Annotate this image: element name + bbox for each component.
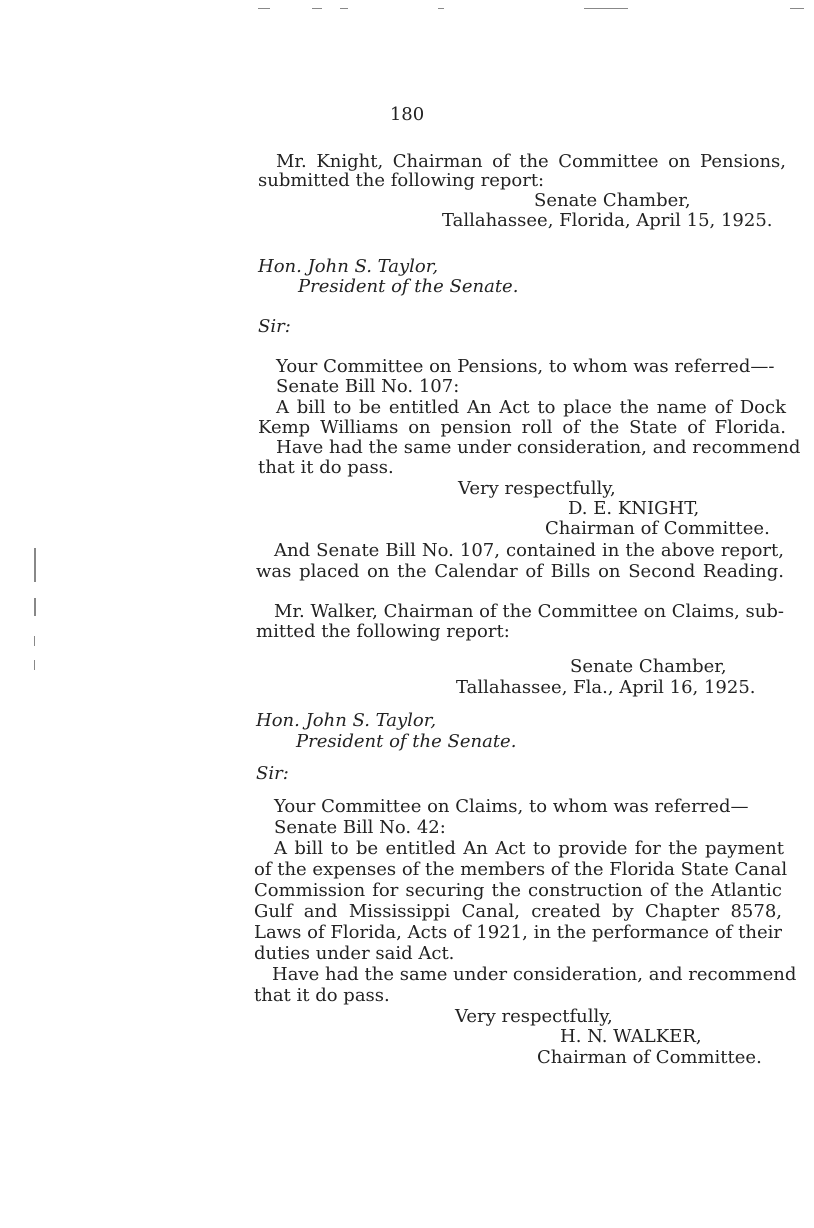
- scan-mark-left: [34, 636, 35, 646]
- report-intro-line: mitted the following report:: [256, 621, 510, 642]
- report-intro-line: submitted the following report:: [258, 170, 545, 191]
- calendar-note-line: was placed on the Calendar of Bills on Second Reading.: [256, 561, 784, 582]
- calendar-note-line: And Senate Bill No. 107, contained in the above report,: [274, 540, 784, 561]
- scan-mark-top: [312, 8, 322, 9]
- salutation: Sir:: [258, 316, 291, 337]
- scan-mark-top: [340, 8, 348, 9]
- report-body-line: of the expenses of the members of the Florida State Canal: [254, 859, 788, 880]
- scan-mark-top: [584, 8, 628, 9]
- report-body-line: A bill to be entitled An Act to place the name of Dock: [276, 397, 786, 418]
- addressee-title: President of the Senate.: [298, 276, 519, 297]
- signer-title: Chairman of Committee.: [545, 518, 770, 539]
- report-body-line: Your Committee on Claims, to whom was referred—: [274, 796, 749, 817]
- scan-mark-left: [34, 598, 36, 616]
- report-body-line: Laws of Florida, Acts of 1921, in the performance of their: [254, 922, 782, 943]
- report-body-line: Senate Bill No. 107:: [276, 376, 460, 397]
- salutation: Sir:: [256, 763, 289, 784]
- report-body-line: Senate Bill No. 42:: [274, 817, 446, 838]
- report-body-line: A bill to be entitled An Act to provide for the payment: [274, 838, 784, 859]
- report-body-line: that it do pass.: [258, 457, 394, 478]
- page-number: 180: [389, 104, 425, 125]
- scan-mark-top: [790, 8, 804, 9]
- report-body-line: that it do pass.: [254, 985, 390, 1006]
- signer-title: Chairman of Committee.: [537, 1047, 762, 1068]
- report-body-line: Gulf and Mississippi Canal, created by Chapter 8578,: [254, 901, 782, 922]
- report-intro-line: Mr. Walker, Chairman of the Committee on Claims, sub-: [274, 601, 784, 622]
- scan-mark-top: [438, 8, 444, 9]
- report-body-line: Your Committee on Pensions, to whom was referred—-: [276, 356, 775, 377]
- closing: Very respectfully,: [458, 478, 616, 499]
- report-date: Tallahassee, Florida, April 15, 1925.: [442, 210, 773, 231]
- scan-mark-left: [34, 548, 36, 582]
- report-body-line: duties under said Act.: [254, 943, 455, 964]
- addressee-name: Hon. John S. Taylor,: [258, 256, 439, 277]
- closing: Very respectfully,: [455, 1006, 613, 1027]
- report-body-line: Have had the same under consideration, and recommend: [276, 437, 801, 458]
- scan-mark-top: [258, 8, 270, 9]
- report-place: Senate Chamber,: [570, 656, 727, 677]
- report-date: Tallahassee, Fla., April 16, 1925.: [456, 677, 756, 698]
- addressee-title: President of the Senate.: [296, 731, 517, 752]
- signer-name: D. E. KNIGHT,: [568, 498, 700, 519]
- addressee-name: Hon. John S. Taylor,: [256, 710, 437, 731]
- scan-mark-left: [34, 660, 35, 670]
- report-intro-line: Mr. Knight, Chairman of the Committee on Pensions,: [276, 151, 786, 172]
- report-place: Senate Chamber,: [534, 190, 691, 211]
- report-body-line: Commission for securing the construction of the Atlantic: [254, 880, 782, 901]
- signer-name: H. N. WALKER,: [560, 1026, 702, 1047]
- report-body-line: Have had the same under consideration, and recommend: [272, 964, 797, 985]
- report-body-line: Kemp Williams on pension roll of the State of Florida.: [258, 417, 786, 438]
